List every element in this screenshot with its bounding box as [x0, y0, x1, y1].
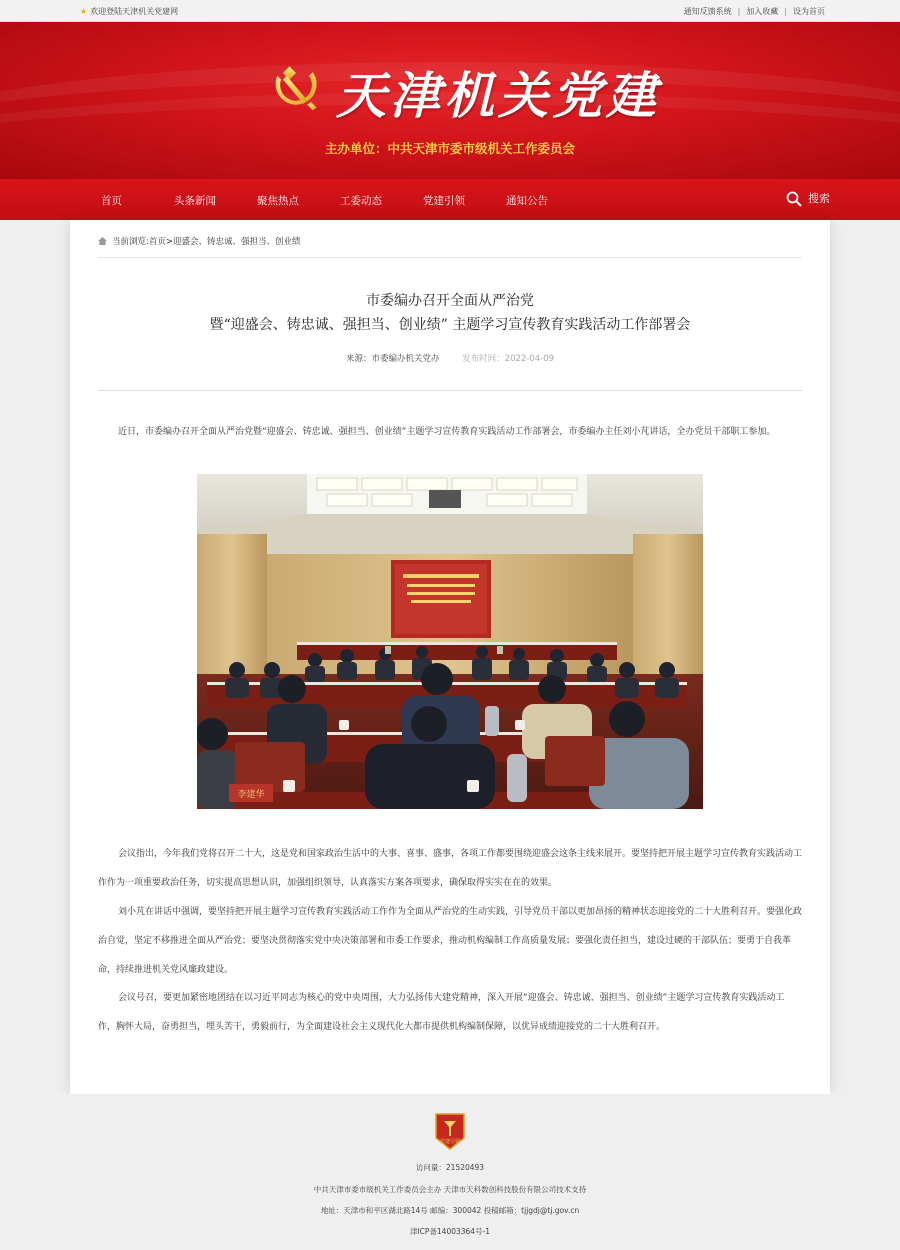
nav-party-building[interactable]: 党建引领	[423, 195, 465, 207]
nav-committee-news[interactable]: 工委动态	[340, 195, 382, 207]
article-date: 发布时间：2022-04-09	[462, 354, 555, 364]
header-banner	[0, 22, 900, 179]
footer-credit: 中共天津市委市级机关工作委员会主办 天津市天科数创科技股份有限公司技术支持	[313, 1185, 587, 1194]
meeting-photo	[197, 474, 703, 809]
article-paragraph: 近日，市委编办召开全面从严治党暨“迎盛会、铸忠诚、强担当、创业绩”主题学习宣传教育实践活动工作部署会，市委编办主任刘小芃讲话，全办党员干部职工参加。	[118, 427, 776, 437]
nav-home[interactable]: 首页	[101, 195, 122, 207]
party-building-logo-icon	[434, 1112, 466, 1150]
article-meta	[70, 352, 830, 364]
visit-counter: 访问量：21520493	[415, 1163, 485, 1172]
divider	[98, 390, 802, 391]
article-paragraph: 会议号召，要更加紧密地团结在以习近平同志为核心的党中央周围，大力弘扬伟大建党精神，深入开展“迎盛会、铸忠诚、强担当、创业绩”主题学习宣传教育实践活动工作，胸怀大局，奋勇担当，埋头苦干，勇毅前行，为全面建设社会主义现代化大都市提供机构编制保障，以优异成绩迎接党的二十大胜利召开。	[98, 993, 785, 1032]
article-source: 来源：市委编办机关党办	[345, 354, 440, 364]
footer-address: 地址：天津市和平区湖北路14号 邮编：300042 投稿邮箱：tjjgdj@tj.gov.cn	[320, 1206, 580, 1215]
feedback-system-link[interactable]: 通知反馈系统	[683, 7, 732, 16]
icp-number[interactable]: 津ICP备14003364号-1	[409, 1227, 491, 1236]
welcome-text: ★ 欢迎登陆天津机关党建网	[80, 7, 179, 16]
article-paragraph: 刘小芃在讲话中强调，要坚持把开展主题学习宣传教育实践活动工作作为全面从严治党的生动实践，引导党员干部以更加昂扬的精神状态迎接党的二十大胜利召开。要强化政治自觉，坚定不移推进全面从严治党；要坚决贯彻落实党中央决策部署和市委工作要求，推动机构编制工作高质量发展；要强化责任担当，建设过硬的干部队伍；要勇于自我革命，持续推进机关党风廉政建设。	[98, 907, 803, 975]
nav-notices[interactable]: 通知公告	[506, 195, 548, 207]
nav-hot-topics[interactable]: 聚焦热点	[257, 195, 299, 207]
add-favorite-link[interactable]: 加入收藏	[746, 7, 779, 16]
party-emblem-icon	[268, 59, 324, 115]
star-icon: ★	[80, 7, 88, 16]
breadcrumb-path[interactable]: 首页>迎盛会、铸忠诚、强担当、创业绩	[148, 237, 301, 247]
divider	[98, 257, 802, 258]
breadcrumb: 当前浏览:首页>迎盛会、铸忠诚、强担当、创业绩	[98, 235, 301, 247]
nameplate-label: 李建华	[237, 790, 265, 800]
nav-headline-news[interactable]: 头条新闻	[174, 195, 216, 207]
search-icon	[786, 191, 802, 207]
article-paragraph: 会议指出，今年我们党将召开二十大，这是党和国家政治生活中的大事、喜事、盛事，各项工作都要围绕迎盛会这条主线来展开。要坚持把开展主题学习宣传教育实践活动工作作为一项重要政治任务，切实提高思想认识，加强组织领导，认真落实方案各项要求，确保取得实实在在的效果。	[98, 849, 803, 888]
site-title: 天津机关党建	[336, 66, 660, 125]
utility-links: 通知反馈系统 | 加入收藏 | 设为首页	[683, 7, 825, 16]
set-homepage-link[interactable]: 设为首页	[793, 7, 825, 16]
search-button[interactable]: 搜索	[786, 190, 830, 207]
article-card	[70, 220, 830, 1094]
home-icon	[98, 237, 107, 245]
sponsor-text: 主办单位：中共天津市委市级机关工作委员会	[324, 141, 575, 156]
article-title-line1: 市委编办召开全面从严治党	[366, 293, 534, 309]
main-nav	[0, 179, 900, 220]
top-utility-bar	[0, 0, 900, 22]
footer	[0, 1094, 900, 1250]
svg-text:党建引领: 党建引领	[439, 1139, 461, 1145]
article-title-line2: 暨“迎盛会、铸忠诚、强担当、创业绩” 主题学习宣传教育实践活动工作部署会	[209, 317, 691, 333]
